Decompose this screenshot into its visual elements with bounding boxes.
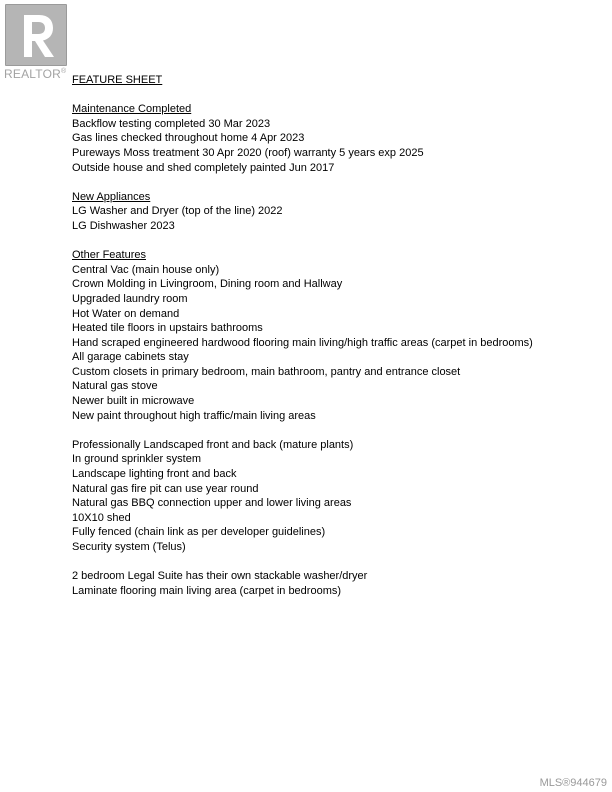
list-item: Upgraded laundry room: [72, 292, 188, 305]
mls-number: MLS®944679: [539, 777, 607, 789]
list-item: Natural gas fire pit can use year round: [72, 482, 259, 495]
list-item: New paint throughout high traffic/main living areas: [72, 409, 316, 422]
realtor-r-icon: [5, 4, 67, 66]
list-item: Professionally Landscaped front and back (mature plants): [72, 438, 354, 451]
list-item: Crown Molding in Livingroom, Dining room and Hallway: [72, 278, 343, 291]
list-item: In ground sprinkler system: [72, 453, 201, 466]
list-item: All garage cabinets stay: [72, 351, 189, 364]
list-item: Heated tile floors in upstairs bathrooms: [72, 322, 263, 335]
other-features-heading: Other Features: [72, 249, 146, 262]
realtor-wordmark: REALTOR®: [4, 67, 67, 81]
realtor-logo: [4, 4, 70, 84]
list-item: Natural gas BBQ connection upper and lower living areas: [72, 497, 352, 510]
list-item: Hand scraped engineered hardwood flooring main living/high traffic areas (carpet in bedrooms): [72, 336, 533, 349]
list-item: Newer built in microwave: [72, 395, 195, 408]
list-item: Hot Water on demand: [72, 307, 180, 320]
list-item: LG Dishwasher 2023: [72, 219, 175, 232]
maintenance-heading: Maintenance Completed: [72, 103, 192, 116]
appliances-heading: New Appliances: [72, 190, 151, 203]
list-item: Landscape lighting front and back: [72, 468, 237, 481]
list-item: 10X10 shed: [72, 511, 131, 524]
document-title: FEATURE SHEET: [72, 74, 163, 86]
list-item: Security system (Telus): [72, 541, 186, 553]
list-item: Natural gas stove: [72, 380, 158, 393]
list-item: Central Vac (main house only): [72, 263, 220, 276]
list-item: 2 bedroom Legal Suite has their own stackable washer/dryer: [72, 570, 368, 583]
list-item: Fully fenced (chain link as per developer guidelines): [72, 526, 326, 539]
list-item: Gas lines checked throughout home 4 Apr 2023: [72, 132, 305, 145]
list-item: Outside house and shed completely painted Jun 2017: [72, 161, 335, 174]
list-item: Laminate flooring main living area (carpet in bedrooms): [72, 584, 342, 597]
list-item: Custom closets in primary bedroom, main bathroom, pantry and entrance closet: [72, 365, 461, 378]
list-item: Backflow testing completed 30 Mar 2023: [72, 117, 271, 130]
list-item: Pureways Moss treatment 30 Apr 2020 (roof) warranty 5 years exp 2025: [72, 146, 424, 159]
feature-sheet: [72, 73, 592, 598]
list-item: LG Washer and Dryer (top of the line) 2022: [72, 205, 283, 218]
